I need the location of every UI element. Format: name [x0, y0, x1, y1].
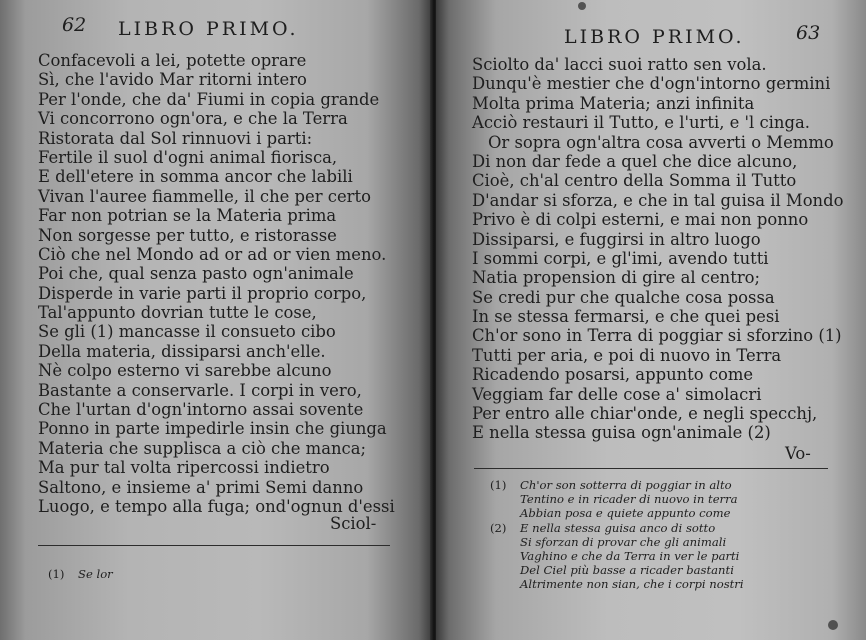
verse-line: Per entro alle chiar'onde, e negli specchj, — [472, 404, 818, 424]
verse-line: Tal'appunto dovrian tutte le cose, — [38, 303, 317, 323]
footnote-mark: (1) — [490, 478, 507, 492]
verse-line: Vi concorrono ogn'ora, e che la Terra — [38, 109, 348, 129]
verse-line: Ciò che nel Mondo ad or ad or vien meno. — [38, 244, 387, 264]
verse-line: Tutti per aria, e poi di nuovo in Terra — [472, 345, 782, 365]
footnote-text: Ch'or son sotterra di poggiar in alto — [520, 478, 732, 492]
verse-line: Dissiparsi, e fuggirsi in altro luogo — [472, 229, 761, 249]
left-footnote-rule — [38, 545, 390, 546]
left-page-number: 62 — [62, 14, 87, 36]
footnote — [520, 535, 744, 549]
verse-line: Luogo, e tempo alla fuga; ond'ognun d'essi — [38, 496, 395, 516]
verse-line: Natia propension di gire al centro; — [472, 268, 761, 288]
left-page — [0, 0, 432, 640]
verse-line: Disperde in varie parti il proprio corpo, — [38, 283, 367, 303]
verse-line: Che l'urtan d'ogn'intorno assai sovente — [38, 400, 364, 420]
verse-line: Fertile il suol d'ogni animal fiorisca, — [38, 147, 338, 167]
verse-line: Veggiam far delle cose a' simolacri — [472, 384, 762, 404]
left-running-head: LIBRO PRIMO. — [118, 18, 299, 40]
verse-line: Vivan l'auree fiammelle, il che per certo — [38, 186, 371, 206]
right-page — [436, 0, 866, 640]
verse-line: Cioè, ch'al centro della Somma il Tutto — [472, 171, 797, 191]
verse-line: Sì, che l'avido Mar ritorni intero — [38, 70, 307, 90]
footnote-text: Del Ciel più basse a ricader bastanti — [520, 563, 734, 578]
verse-line: E dell'etere in somma ancor che labili — [38, 167, 353, 187]
verse-line: Se gli (1) mancasse il consueto cibo — [38, 322, 336, 342]
verse-line: Bastante a conservarle. I corpi in vero, — [38, 380, 362, 400]
right-running-head: LIBRO PRIMO. — [564, 26, 745, 48]
footnote — [520, 563, 744, 577]
footnote-text: Tentino e in ricader di nuovo in terra — [520, 492, 738, 507]
verse-line: Se credi pur che qualche cosa possa — [472, 287, 775, 307]
verse-line: Privo è di colpi esterni, e mai non ponno — [472, 210, 809, 230]
verse-line: Acciò restauri il Tutto, e l'urti, e 'l cinga. — [472, 113, 810, 133]
verse-line: Ma pur tal volta ripercossi indietro — [38, 458, 330, 478]
right-footnote-rule — [474, 468, 828, 469]
footnote — [490, 478, 744, 492]
verse-line: E nella stessa guisa ogn'animale (2) — [472, 423, 771, 443]
left-footnotes — [48, 567, 113, 581]
footnote-text: Vaghino e che da Terra in ver le parti — [520, 548, 740, 563]
footnote — [490, 520, 744, 535]
right-page-number: 63 — [796, 22, 821, 44]
verse-line: Ristorata dal Sol rinnuovi i parti: — [38, 128, 313, 148]
ink-spot — [578, 2, 586, 10]
verse-line: Dunqu'è mestier che d'ogn'intorno germini — [472, 74, 831, 94]
verse-line: Sciolto da' lacci suoi ratto sen vola. — [472, 55, 767, 74]
verse-line: I sommi corpi, e gl'imi, avendo tutti — [472, 248, 769, 268]
footnote-mark: (2) — [490, 520, 507, 535]
verse-line: Or sopra ogn'altra cosa avverti o Memmo — [488, 132, 834, 152]
right-catchword: Vo- — [785, 444, 811, 463]
footnote — [520, 492, 744, 506]
verse-line: Di non dar fede a quel che dice alcuno, — [472, 151, 798, 171]
footnote-text: Se lor — [78, 567, 113, 581]
verse-line: Ch'or sono in Terra di poggiar si sforzino (1) — [472, 326, 842, 346]
ink-spot — [828, 620, 838, 630]
verse-line: Ricadendo posarsi, appunto come — [472, 365, 754, 385]
verse-line: Far non potrian se la Materia prima — [38, 206, 337, 226]
right-verse-block — [472, 55, 843, 443]
right-footnotes — [490, 478, 744, 592]
verse-line: D'andar si sforza, e che in tal guisa il Mondo — [472, 190, 844, 210]
footnote — [520, 549, 744, 563]
verse-line: Materia che supplisca a ciò che manca; — [38, 438, 367, 458]
verse-line: Non sorgesse per tutto, e ristorasse — [38, 225, 337, 245]
left-catchword: Sciol- — [330, 514, 377, 533]
verse-line: Molta prima Materia; anzi infinita — [472, 93, 755, 113]
verse-line: Della materia, dissiparsi anch'elle. — [38, 341, 326, 361]
footnote — [520, 577, 744, 591]
footnote-text: Si sforzan di provar che gli animali — [520, 534, 727, 549]
footnote-text: Altrimente non sian, che i corpi nostri — [520, 577, 744, 592]
footnote — [520, 506, 744, 520]
footnote-text: Abbian posa e quiete appunto come — [520, 506, 731, 521]
verse-line: Saltono, e insieme a' primi Semi danno — [38, 477, 364, 497]
footnote-text: E nella stessa guisa anco di sotto — [520, 520, 716, 535]
left-verse-block — [38, 51, 395, 516]
verse-line: Confacevoli a lei, potette oprare — [38, 51, 307, 70]
verse-line: Nè colpo esterno vi sarebbe alcuno — [38, 361, 332, 381]
footnote-mark: (1) — [48, 567, 65, 581]
verse-line: In se stessa fermarsi, e che quei pesi — [472, 307, 780, 327]
verse-line: Poi che, qual senza pasto ogn'animale — [38, 264, 354, 284]
verse-line: Per l'onde, che da' Fiumi in copia grande — [38, 89, 380, 109]
footnote — [48, 567, 113, 581]
verse-line: Ponno in parte impedirle insin che giunga — [38, 419, 387, 439]
